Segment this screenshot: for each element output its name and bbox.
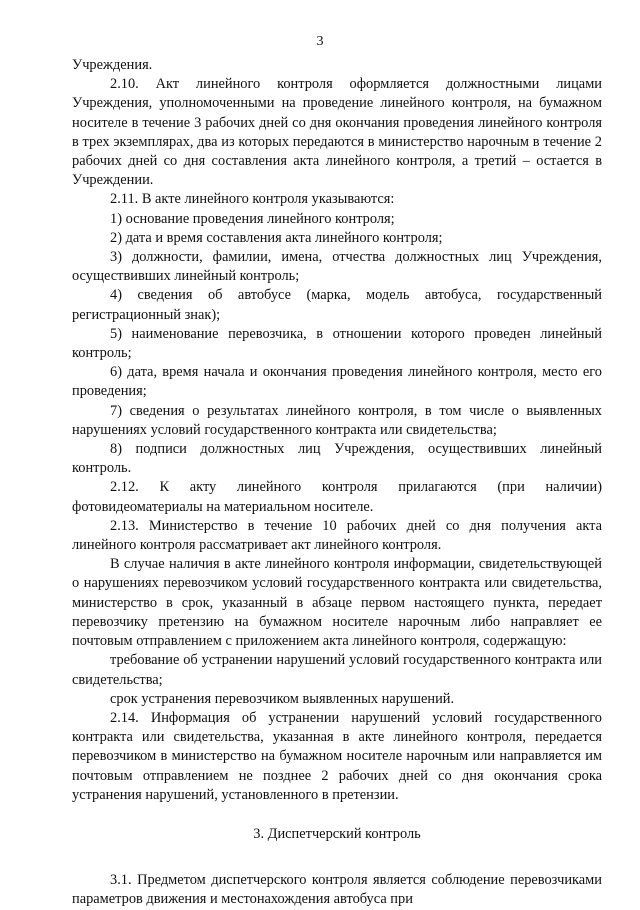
list-item: 3) должности, фамилии, имена, отчества должностных лиц Учреждения, осуществивших линейный контроль; — [72, 249, 602, 285]
list-item: 2) дата и время составления акта линейного контроля; — [110, 229, 443, 246]
paragraph: 2.14. Информация об устранении нарушений условий государственного контракта или свидетельства, указанная в акте линейного контроля, передается перевозчиком в министерство на бумажном носителе нарочным или направляется им почтовым отправлением не позднее 2 рабочих дней со дня окончания срока устранения нарушений, установленного в претензии. — [72, 709, 602, 803]
paragraph: 3.1. Предметом диспетчерского контроля является соблюдение перевозчиками параметров движения и местонахождения автобуса при — [72, 872, 602, 908]
list-item: 5) наименование перевозчика, в отношении которого проведен линейный контроль; — [72, 325, 602, 362]
page-number: 3 — [316, 34, 324, 49]
paragraph: срок устранения перевозчиком выявленных нарушений. — [110, 690, 455, 707]
paragraph: 2.11. В акте линейного контроля указываются: — [110, 191, 395, 208]
document-body — [72, 56, 602, 910]
paragraph: 2.10. Акт линейного контроля оформляется должностными лицами Учреждения, уполномоченными на проведение линейного контроля, на бумажном носителе в течение 3 рабочих дней со дня окончания проведения линейного контроля в трех экземплярах, два из которых передаются в министерство нарочным в течение 2 рабочих дней со дня составления акта линейного контроля, а третий – остается в Учреждении. — [72, 76, 602, 189]
paragraph: Учреждения. — [72, 57, 153, 73]
paragraph: 2.12. К акту линейного контроля прилагаются (при наличии) фотовидеоматериалы на материальном носителе. — [72, 479, 602, 515]
paragraph: В случае наличия в акте линейного контроля информации, свидетельствующей о нарушениях перевозчиком условий государственного контракта или свидетельства, министерство в срок, указанный в абзаце первом настоящего пункта, передает перевозчику претензию на бумажном носителе нарочным либо направляет ее почтовым отправлением с приложением акта линейного контроля, содержащую: — [72, 556, 602, 650]
list-item: 8) подписи должностных лиц Учреждения, осуществивших линейный контроль. — [72, 441, 602, 477]
list-item: 4) сведения об автобусе (марка, модель автобуса, государственный регистрационный знак); — [72, 287, 602, 323]
paragraph: 2.13. Министерство в течение 10 рабочих дней со дня получения акта линейного контроля рассматривает акт линейного контроля. — [72, 517, 602, 554]
list-item: 7) сведения о результатах линейного контроля, в том числе о выявленных нарушениях условий государственного контракта или свидетельства; — [72, 402, 602, 438]
section-title: 3. Диспетчерский контроль — [253, 825, 421, 842]
list-item: 1) основание проведения линейного контроля; — [110, 210, 395, 227]
list-item: 6) дата, время начала и окончания проведения линейного контроля, место его проведения; — [72, 364, 602, 400]
paragraph: требование об устранении нарушений условий государственного контракта или свидетельства; — [72, 652, 602, 688]
